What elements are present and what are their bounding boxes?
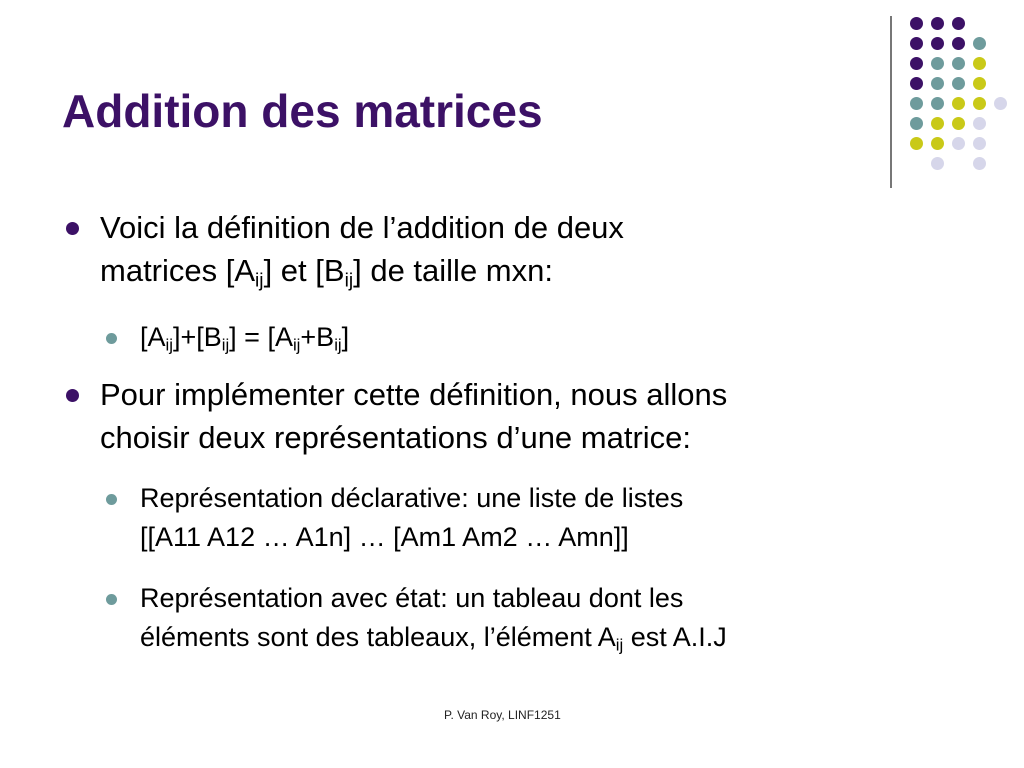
decorative-dot — [952, 57, 965, 70]
bullet-line: choisir deux représentations d’une matrice: — [100, 420, 692, 455]
decorative-dot — [973, 157, 986, 170]
decorative-dot — [931, 17, 944, 30]
sub-bullet-text — [140, 479, 683, 557]
decorative-dot — [952, 137, 965, 150]
decorative-dot — [973, 37, 986, 50]
sub-bullet-dot — [106, 333, 117, 344]
decorative-dot — [931, 37, 944, 50]
sub-bullet-line: éléments sont des tableaux, l’élément $A_{ij}$ est A.I.J — [140, 622, 727, 655]
decorative-dot — [931, 77, 944, 90]
slide-footer: P. Van Roy, LINF1251 — [444, 708, 561, 722]
decorative-dot — [973, 77, 986, 90]
decorative-dot — [931, 117, 944, 130]
sub-bullet-text — [140, 579, 727, 657]
decorative-dot — [931, 97, 944, 110]
decorative-dot — [973, 117, 986, 130]
sub-bullet-line: Représentation déclarative: une liste de listes — [140, 483, 684, 513]
sub-bullet-line: Représentation avec état: un tableau dont les — [140, 583, 684, 613]
decorative-dot — [973, 97, 986, 110]
decorative-dot — [910, 97, 923, 110]
decorative-dot — [910, 77, 923, 90]
sub-bullet-dot — [106, 494, 117, 505]
bullet-line: Pour implémenter cette définition, nous allons — [100, 377, 728, 412]
decorative-dot — [931, 157, 944, 170]
decorative-dot — [910, 57, 923, 70]
decorative-dot — [952, 77, 965, 90]
sub-bullet-line: [[A11 A12 … A1n] … [Am1 Am2 … Amn]] — [140, 522, 629, 552]
sub-bullet-dot — [106, 594, 117, 605]
decorative-dot — [973, 137, 986, 150]
decorative-dot — [910, 137, 923, 150]
slide-title: Addition des matrices — [62, 85, 543, 137]
bullet-dot — [66, 222, 79, 235]
decorative-dot — [994, 97, 1007, 110]
decorative-dot — [952, 117, 965, 130]
bullet-dot — [66, 389, 79, 402]
decorative-dot — [910, 37, 923, 50]
bullet-text — [100, 206, 624, 292]
decorative-dot-grid — [0, 0, 1024, 200]
decorative-dot — [910, 17, 923, 30]
decorative-dot — [931, 57, 944, 70]
sub-bullet-text: $[A_{ij}]+[B_{ij}] = [A_{ij}+B_{ij}]$ — [140, 322, 350, 355]
decorative-dot — [973, 57, 986, 70]
decorative-dot — [952, 97, 965, 110]
decorative-dot — [952, 37, 965, 50]
decorative-dot — [931, 137, 944, 150]
bullet-line: Voici la définition de l’addition de deux — [100, 210, 624, 245]
decorative-dot — [952, 17, 965, 30]
decorative-dot — [910, 117, 923, 130]
bullet-line: matrices $[A_{ij}]$ et $[B_{ij}]$ de taille mxn: — [100, 253, 553, 292]
bullet-text — [100, 373, 727, 459]
